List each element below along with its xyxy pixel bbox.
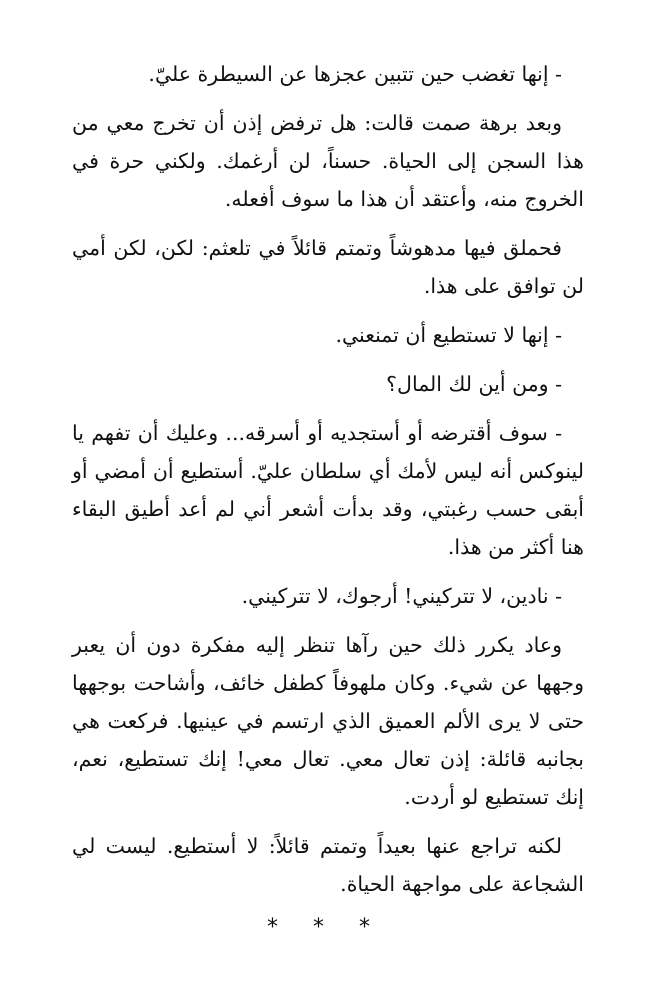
book-page-text bbox=[72, 55, 584, 914]
paragraph-3: فحملق فيها مدهوشاً وتمتم قائلاً في تلعثم: لكن، لكن أمي لن توافق على هذا. bbox=[72, 236, 584, 298]
paragraph-1: - إنها تغضب حين تتبين عجزها عن السيطرة عليّ. bbox=[148, 62, 562, 86]
paragraph-9: لكنه تراجع عنها بعيداً وتمتم قائلاً: لا أستطيع. ليست لي الشجاعة على مواجهة الحياة. bbox=[72, 834, 584, 896]
paragraph-2: وبعد برهة صمت قالت: هل ترفض إذن أن تخرج معي من هذا السجن إلى الحياة. حسناً، لن أرغمك. ولكني حرة في الخروج منه، وأعتقد أن هذا ما سوف أفعله. bbox=[72, 111, 584, 211]
paragraph-4: - إنها لا تستطيع أن تمنعني. bbox=[335, 323, 562, 347]
paragraph-7: - نادين، لا تتركيني! أرجوك، لا تتركيني. bbox=[241, 584, 562, 608]
section-separator: * * * bbox=[267, 915, 384, 940]
paragraph-5: - ومن أين لك المال؟ bbox=[386, 372, 562, 396]
paragraph-8: وعاد يكرر ذلك حين رآها تنظر إليه مفكرة دون أن يعبر وجهها عن شيء. وكان ملهوفاً كطفل خائف، وأشاحت بوجهها حتى لا يرى الألم العميق الذي ارتسم في عينيها. فركعت هي بجانبه قائلة: إذن تعال معي. تعال معي! إنك تستطيع، نعم، إنك تستطيع لو أردت. bbox=[72, 633, 584, 809]
paragraph-6: - سوف أقترضه أو أستجديه أو أسرقه... وعليك أن تفهم يا لينوكس أنه ليس لأمك أي سلطان عليّ. أستطيع أن أمضي أو أبقى حسب رغبتي، وقد بدأت أشعر أني لم أعد أطيق البقاء هنا أكثر من هذا. bbox=[72, 421, 584, 559]
